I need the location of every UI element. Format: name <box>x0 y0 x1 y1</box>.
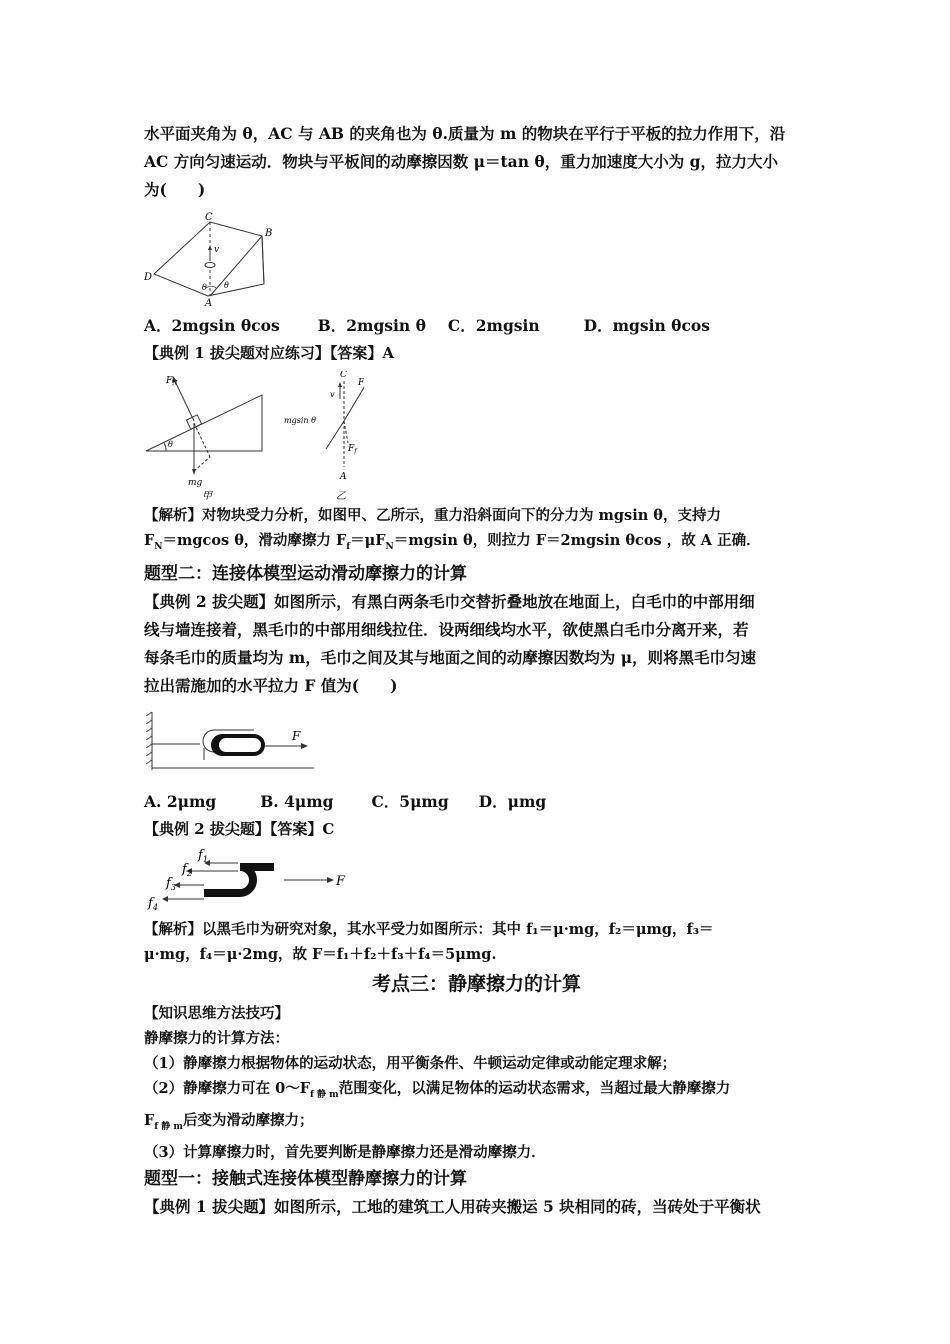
towel-figure <box>144 708 324 780</box>
q1-answer: 【典例 1 拔尖题对应练习】【答案】A <box>144 344 395 362</box>
type2-q-line1: 【典例 2 拔尖题】如图所示，有黑白两条毛巾交替折叠地放在地面上，白毛巾的中部用细 <box>144 591 755 611</box>
section3-tip3: （3）计算摩擦力时，首先要判断是静摩擦力还是滑动摩擦力． <box>144 1143 546 1161</box>
force-f2: $f_2$ <box>182 861 192 878</box>
q1-stem-line2: AC 方向匀速运动．物块与平板间的动摩擦因数 μ＝tan θ，重力加速度大小为 g，拉力大小 <box>144 152 778 171</box>
type2-analysis-line1: 【解析】以黑毛巾为研究对象，其水平受力如图所示：其中 f₁＝μ·mg，f₂＝μmg，f₃＝ <box>144 920 714 938</box>
q1-plate-figure <box>144 210 284 306</box>
q1-option-c: C．2mgsin <box>447 316 540 335</box>
fig-jia-fn: $F_N$ <box>166 376 178 387</box>
fig-label-theta2: θ <box>224 281 229 290</box>
type2-option-b: B. 4μmg <box>260 791 334 811</box>
type2-q-line3: 每条毛巾的质量均为 m，毛巾之间及其与地面之间的动摩擦因数均为 μ，则将黑毛巾匀速 <box>144 647 757 667</box>
force-f4: $f_4$ <box>148 895 158 912</box>
section3-tip2-line2: $F_{f 静 m}$后变为滑动摩擦力； <box>144 1111 314 1132</box>
fig-label-v: v <box>214 245 220 255</box>
type2-option-c: C．5μmg <box>371 791 449 811</box>
type2-option-d: D．μmg <box>478 791 547 811</box>
fig-label-b: B <box>265 228 273 239</box>
force-f3: $f_3$ <box>166 875 176 892</box>
fig-yi-ff: $F_f$ <box>348 444 357 455</box>
type2-analysis-line2: μ·mg，f₄＝μ·2mg，故 F＝f₁＋f₂＋f₃＋f₄＝5μmg. <box>144 945 497 963</box>
q1-stem-line3: 为( ) <box>144 180 206 199</box>
section3-tip2-line1: （2）静摩擦力可在 $0\sim F_{f 静 m}$范围变化，以满足物体的运动状态需求，当超过最大静摩擦力 <box>144 1079 731 1100</box>
fig-label-c: C <box>205 212 213 223</box>
q1-options <box>144 312 809 340</box>
section3-last-line: 【典例 1 拔尖题】如图所示，工地的建筑工人用砖夹搬运 5 块相同的砖，当砖处于平衡状 <box>144 1196 761 1216</box>
fig-yi-a: A <box>340 472 347 482</box>
fig-jia-theta: θ <box>168 440 173 449</box>
type2-q-line4: 拉出需施加的水平拉力 F 值为( ) <box>144 675 398 695</box>
force-f1: $f_1$ <box>198 847 208 864</box>
fig-jia-mg: mg <box>188 478 203 488</box>
q1-solution-figure <box>144 371 364 501</box>
type2-heading: 题型二：连接体模型运动滑动摩擦力的计算 <box>144 563 467 584</box>
type2-options <box>144 788 809 816</box>
q1-stem-line1: 水平面夹角为 θ，AC 与 AB 的夹角也为 θ.质量为 m 的物块在平行于平板的拉力作用下，沿 <box>144 124 786 143</box>
section3-tips-intro: 静摩擦力的计算方法： <box>144 1029 289 1047</box>
fig-label-d: D <box>144 272 153 283</box>
q1-option-d: D．mgsin θcos <box>583 316 710 335</box>
towel-force-figure <box>144 845 364 913</box>
fig-label-theta1: θ <box>202 283 207 292</box>
q1-analysis-line2: $F_N=mgcos$ θ，滑动摩擦力 $F_f=\mu F_N=mgsin$ θ，则拉力 F＝2mgsin θcos ，故 A 正确． <box>144 532 761 552</box>
fig-label-a: A <box>205 298 213 306</box>
section3-tips-head: 【知识思维方法技巧】 <box>144 1004 289 1022</box>
section3-type1-heading: 题型一：接触式连接体模型静摩擦力的计算 <box>144 1168 467 1189</box>
type2-q-line2: 线与墙连接着，黑毛巾的中部用细线拉住．设两细线均水平，欲使黑白毛巾分离开来，若 <box>144 619 749 639</box>
section3-title: 考点三：静摩擦力的计算 <box>371 972 581 995</box>
force-F: F <box>336 873 346 889</box>
towel-f-label: F <box>292 728 301 743</box>
q1-option-a: A．2mgsin θcos <box>144 316 280 335</box>
fig-jia-caption: 甲 <box>202 491 212 501</box>
fig-yi-mgsin: mgsin θ <box>284 416 316 425</box>
document-page <box>144 120 809 1221</box>
type2-option-a: A. 2μmg <box>144 791 217 811</box>
type2-answer: 【典例 2 拔尖题】【答案】C <box>144 819 335 838</box>
fig-yi-v: v <box>330 390 335 399</box>
q1-option-b: B．2mgsin θ <box>317 316 426 335</box>
fig-yi-f: F <box>358 378 364 388</box>
section3-tip1: （1）静摩擦力根据物体的运动状态，用平衡条件、牛顿运动定律或动能定理求解； <box>144 1054 677 1072</box>
fig-yi-caption: 乙 <box>336 491 346 501</box>
q1-analysis-line1: 【解析】对物块受力分析，如图甲、乙所示，重力沿斜面向下的分力为 mgsin θ，支持力 <box>144 507 721 524</box>
fig-yi-c: C <box>340 371 347 380</box>
